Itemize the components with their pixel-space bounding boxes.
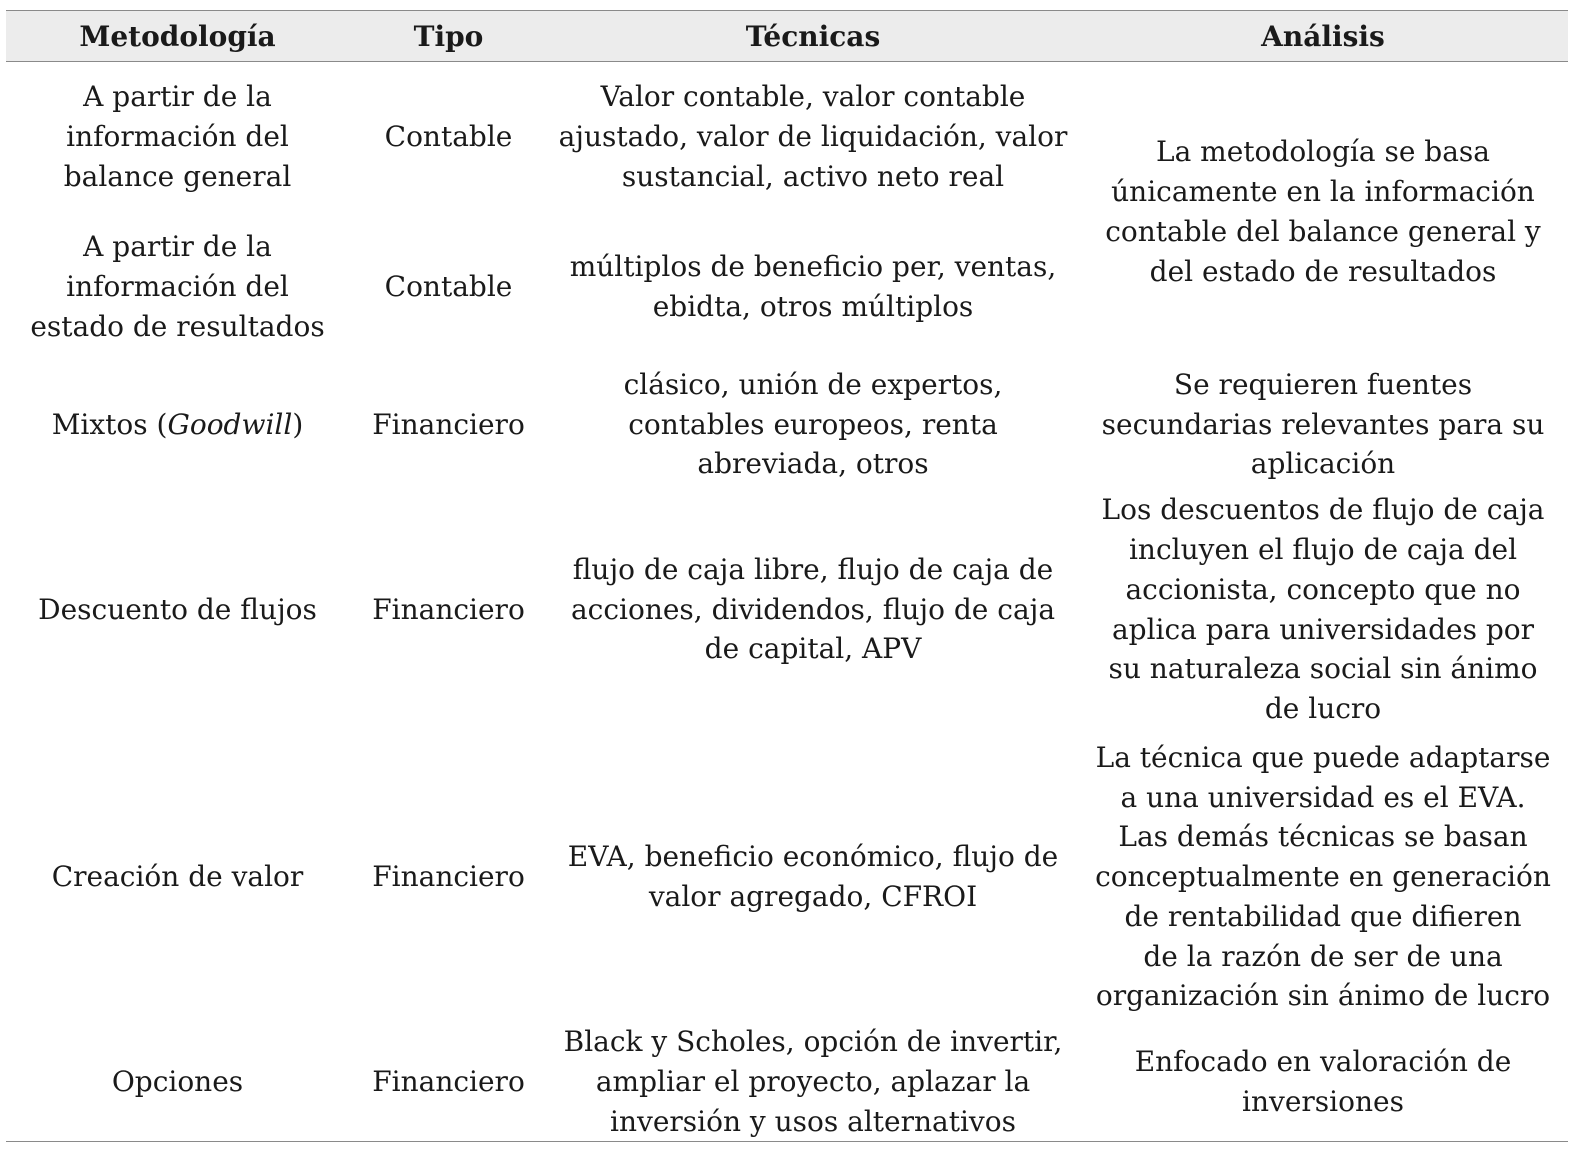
cell-analisis: La técnica que puede adaptarse a una universidad es el EVA. Las demás técnicas se basan conceptualmente en generación de rentabilidad que difieren de la razón de ser de una organización sin ánimo de lucro (1095, 740, 1551, 1013)
cell-metodologia (6, 362, 349, 487)
methodology-table-container (6, 10, 1568, 1142)
cell-tecnicas: flujo de caja libre, flujo de caja de acciones, dividendos, flujo de caja de capital, APV (570, 552, 1056, 666)
methodology-table (6, 10, 1568, 1142)
cell-analisis-merged: La metodología se basa únicamente en la información contable del balance general y del estado de resultados (1105, 135, 1541, 288)
metodologia-prefix: Mixtos ( (51, 407, 168, 441)
cell-metodologia: Opciones (6, 1022, 349, 1142)
cell-analisis: Los descuentos de flujo de caja incluyen el flujo de caja del accionista, concepto que no aplica para universidades por su naturaleza social sin ánimo de lucro (1101, 493, 1545, 726)
cell-metodologia: Creación de valor (51, 860, 304, 894)
header-tipo: Tipo (349, 11, 548, 62)
cell-metodologia: Descuento de flujos (38, 592, 317, 626)
table-header (6, 11, 1568, 62)
cell-tecnicas: múltiplos de beneficio per, ventas, ebidta, otros múltiplos (569, 250, 1057, 323)
cell-analisis: Se requieren fuentes secundarias relevantes para su aplicación (1101, 367, 1545, 481)
cell-analisis: Enfocado en valoración de inversiones (1078, 1022, 1568, 1142)
cell-tecnicas: Black y Scholes, opción de invertir, ampliar el proyecto, aplazar la inversión y usos alternativos (548, 1022, 1078, 1142)
table-row (6, 487, 1568, 732)
header-analisis: Análisis (1078, 11, 1568, 62)
cell-tipo: Financiero (372, 592, 525, 626)
table-row (6, 362, 1568, 487)
cell-tipo: Contable (384, 120, 513, 154)
cell-tecnicas: Valor contable, valor contable ajustado, valor de liquidación, valor sustancial, activo neto real (558, 80, 1068, 193)
table-row (6, 732, 1568, 1022)
cell-tipo: Financiero (372, 407, 525, 441)
cell-tipo: Contable (384, 270, 513, 304)
cell-tecnicas: clásico, unión de expertos, contables europeos, renta abreviada, otros (623, 367, 1003, 481)
header-row (6, 11, 1568, 62)
cell-tipo: Financiero (372, 860, 525, 894)
metodologia-italic: Goodwill (167, 407, 293, 441)
table-row (6, 62, 1568, 213)
table-row (6, 1022, 1568, 1142)
table-body (6, 62, 1568, 1142)
metodologia-suffix: ) (292, 407, 304, 441)
cell-tecnicas: EVA, beneficio económico, flujo de valor agregado, CFROI (567, 840, 1059, 913)
header-tecnicas: Técnicas (548, 11, 1078, 62)
cell-metodologia: A partir de la información del estado de resultados (30, 230, 325, 343)
header-metodologia: Metodología (6, 11, 349, 62)
cell-tipo: Financiero (349, 1022, 548, 1142)
cell-metodologia: A partir de la información del balance general (63, 80, 292, 193)
